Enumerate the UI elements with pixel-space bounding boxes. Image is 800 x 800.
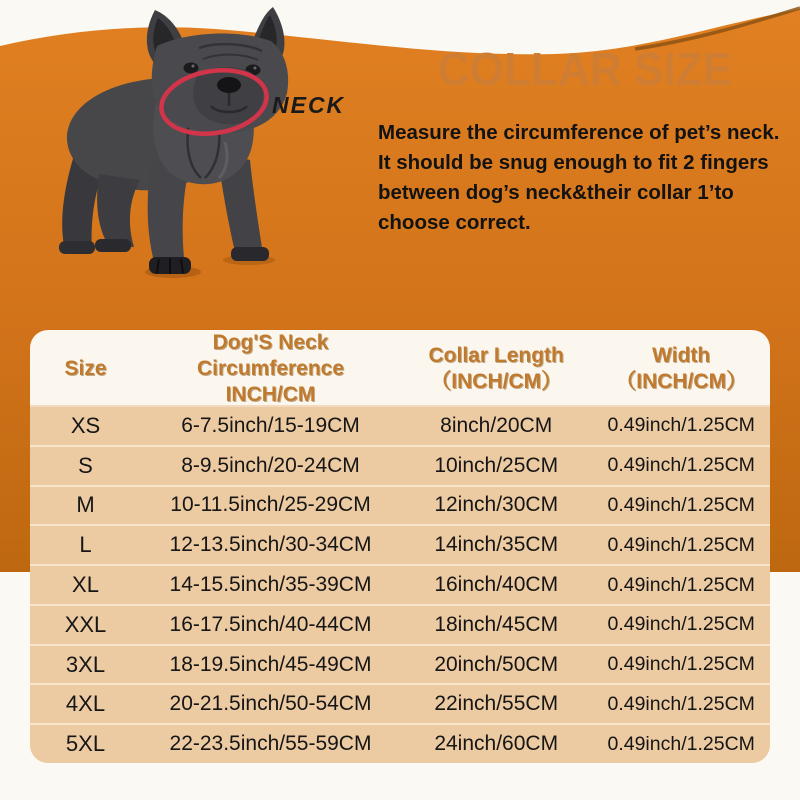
description-line: choose correct.	[378, 211, 531, 234]
cell-neck-circumference: 14-15.5inch/35-39CM	[169, 573, 372, 597]
description-line: It should be snug enough to fit 2 fingers	[378, 151, 769, 174]
cell-neck-circumference: 8-9.5inch/20-24CM	[181, 453, 360, 477]
table-row	[30, 524, 770, 564]
cell-collar-length: 16inch/40CM	[434, 573, 559, 597]
cell-collar-length: 20inch/50CM	[434, 652, 559, 676]
cell-size: S	[78, 452, 93, 478]
table-row	[30, 604, 770, 644]
column-header-neck	[141, 330, 400, 408]
cell-size: 5XL	[65, 731, 106, 757]
cell-neck-circumference: 18-19.5inch/45-49CM	[169, 652, 372, 676]
french-bulldog-icon	[38, 2, 340, 297]
column-header-neck-line1: Dog'S Neck Circumference	[196, 331, 345, 380]
cell-width: 0.49inch/1.25CM	[607, 732, 755, 755]
column-header-size: Size	[64, 357, 107, 380]
table-row	[30, 564, 770, 604]
column-header-neck-line2: INCH/CM	[225, 383, 316, 406]
column-header-width	[592, 343, 770, 395]
cell-neck-circumference: 16-17.5inch/40-44CM	[169, 612, 372, 636]
cell-collar-length: 18inch/45CM	[434, 612, 559, 636]
cell-width: 0.49inch/1.25CM	[607, 414, 755, 437]
cell-neck-circumference: 12-13.5inch/30-34CM	[169, 533, 372, 557]
column-header-collar-line2: （INCH/CM）	[430, 370, 563, 393]
neck-label: NECK	[272, 92, 346, 118]
cell-width: 0.49inch/1.25CM	[607, 454, 755, 477]
cell-size: 3XL	[65, 651, 106, 677]
table-header-row	[30, 330, 770, 405]
cell-width: 0.49inch/1.25CM	[607, 493, 755, 516]
table-row	[30, 683, 770, 723]
cell-size: L	[79, 532, 92, 558]
cell-neck-circumference: 6-7.5inch/15-19CM	[181, 413, 360, 437]
cell-size: M	[76, 492, 95, 518]
cell-collar-length: 22inch/55CM	[434, 692, 559, 716]
description-line: Measure the circumference of pet’s neck.	[378, 121, 780, 144]
table-row	[30, 445, 770, 485]
cell-size: XXL	[64, 611, 107, 637]
table-body	[30, 405, 770, 763]
cell-width: 0.49inch/1.25CM	[607, 573, 755, 596]
column-header-collar-line1: Collar Length	[428, 344, 564, 367]
cell-neck-circumference: 22-23.5inch/55-59CM	[169, 732, 372, 756]
cell-collar-length: 10inch/25CM	[434, 453, 559, 477]
column-header-collar	[400, 343, 592, 395]
table-row	[30, 407, 770, 445]
cell-width: 0.49inch/1.25CM	[607, 653, 755, 676]
table-row	[30, 485, 770, 525]
page-title: COLLAR SIZE	[437, 43, 733, 95]
cell-width: 0.49inch/1.25CM	[607, 613, 755, 636]
cell-size: XL	[72, 572, 99, 598]
size-table-panel	[30, 330, 770, 763]
cell-neck-circumference: 20-21.5inch/50-54CM	[169, 692, 372, 716]
cell-width: 0.49inch/1.25CM	[607, 533, 755, 556]
cell-size: 4XL	[65, 691, 106, 717]
table-row	[30, 644, 770, 684]
header-section	[378, 42, 792, 238]
column-header-width-line1: Width	[652, 344, 711, 367]
cell-collar-length: 8inch/20CM	[440, 413, 553, 437]
cell-collar-length: 12inch/30CM	[434, 493, 559, 517]
cell-width: 0.49inch/1.25CM	[607, 692, 755, 715]
dog-illustration	[38, 2, 340, 297]
cell-neck-circumference: 10-11.5inch/25-29CM	[170, 493, 371, 517]
cell-collar-length: 24inch/60CM	[434, 732, 559, 756]
cell-collar-length: 14inch/35CM	[434, 533, 559, 557]
cell-size: XS	[70, 412, 101, 438]
column-header-width-line2: （INCH/CM）	[615, 370, 748, 393]
table-row	[30, 723, 770, 763]
description-line: between dog’s neck&their collar 1’to	[378, 181, 734, 204]
